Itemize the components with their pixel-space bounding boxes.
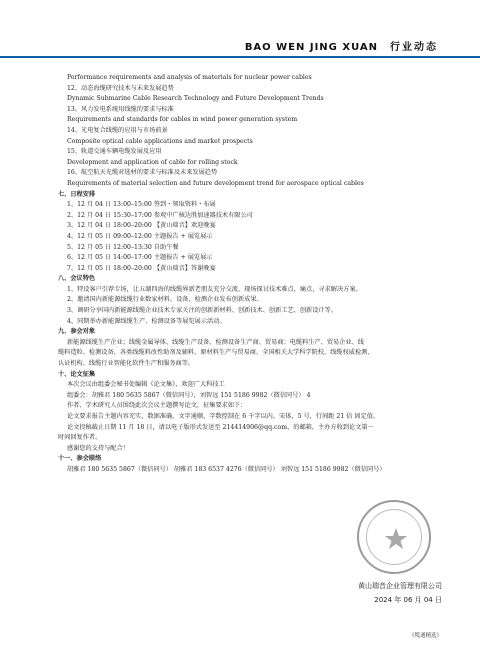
text-line: 4、12 月 05 日 09:00–12:00 主题报告 + 展览展示: [67, 232, 213, 240]
text-line: 1、特设客户引荐专场，让五湖四海的线缆界新老朋友充分交流，现场探讨技术难点、痛点，寻求解决方案。: [67, 285, 362, 293]
text-line: 15、轨道交通车辆电缆发展及应用: [67, 148, 162, 156]
section-heading: 十一、参会联络: [58, 455, 102, 463]
section-title: 行业动态: [390, 42, 438, 53]
text-line: 论文投稿截止日期 11 月 18 日，请以电子版形式发送至 214414906@qq.com，的邮箱，主办方收到论文第一: [67, 423, 374, 431]
text-line: 1、12 月 04 日 13:00–15:00 签到・领取资料・布展: [67, 201, 216, 209]
text-line: 组委会：胡雅君 180 5635 5867（微信同号），刘智远 151 5186 9982（微信同号） 4: [67, 391, 311, 399]
text-line: Development and application of cable for rolling stock: [67, 158, 238, 166]
text-line: 作者、学术研究人员围绕此次会议主题撰写论文，征集要求如下：: [67, 402, 247, 410]
header-rule: [0, 56, 480, 58]
text-line: 认证机构、线缆行业智能化软件生产和服务商等。: [58, 360, 195, 368]
text-line: 感谢您的支持与配合！: [67, 444, 129, 452]
text-line: Requirements of material selection and future development trend for aerospace optical cables: [67, 179, 364, 187]
text-line: Performance requirements and analysis of materials for nuclear power cables: [67, 74, 312, 81]
text-line: 6、12 月 05 日 14:00–17:00 主题报告 + 展览展示: [67, 254, 213, 262]
brand-title: BAO WEN JING XUAN: [244, 42, 378, 53]
section-heading: 七、日程安排: [58, 190, 96, 198]
section-heading: 九、参会对象: [58, 328, 96, 336]
text-line: 12、动态海缆研究技术与未来发展趋势: [67, 84, 174, 92]
text-line: 4、同期举办新能源线缆生产、检测设备等展览展示活动。: [67, 317, 226, 325]
text-line: 3、调研分享国内新能源线缆企业技术专家关注的创新新材料、创新技术、创新工艺、创新设计等。: [67, 307, 337, 315]
text-line: Dynamic Submarine Cable Research Technology and Future Development Trends: [67, 95, 324, 103]
text-line: 胡雅君 180 5635 5867（微信同号） 胡雅君 183 6537 4276（微信同号） 刘智远 151 5186 9982（微信同号）: [67, 465, 386, 473]
text-line: 新能源线缆生产企业；线缆金属导体、线缆生产设备、检测设备生产商、贸易商；电缆料生产、贸易企业、线: [67, 338, 364, 346]
text-line: Composite optical cable applications and market prospects: [67, 137, 253, 145]
document-body: [58, 73, 443, 476]
corner-mark: 《缆通精选》: [408, 633, 442, 639]
footer-organization: 黄山瑞音企业管理有限公司: [358, 582, 442, 590]
text-line: 缆料造粒、检测设备、各类线缆料改性助剂及辅料、原材料生产与贸易商、全国相关大学科学院校、线缆权威检测、: [58, 349, 374, 357]
text-line: Requirements and standards for cables in wind power generation system: [67, 116, 298, 124]
footer-date: 2024 年 06 月 04 日: [374, 596, 442, 604]
text-line: 7、12 月 05 日 18:00–20:00 【黄山瑞音】答谢晚宴: [67, 264, 216, 272]
text-line: 2、邀请国内新能源线缆行业数家材料、设备、检测企业发布创新成果。: [67, 296, 263, 304]
page-header: [245, 38, 438, 53]
text-line: 5、12 月 05 日 12:00–13:30 自助午餐: [67, 243, 179, 251]
section-heading: 十、论文征集: [58, 370, 96, 378]
text-line: 14、光电复合线缆的应用与市场前景: [67, 126, 168, 134]
text-line: 2、12 月 04 日 15:30–17:00 参观中广核达胜加速器技术有限公司: [67, 211, 253, 219]
section-heading: 八、会议特色: [58, 275, 96, 283]
text-line: 3、12 月 04 日 18:00–20:00 【黄山瑞音】欢迎晚宴: [67, 222, 216, 230]
text-line: 13、风力发电系统用线缆的要求与标准: [67, 105, 174, 113]
company-seal: [357, 500, 431, 574]
text-line: 论文要求报告主题内容充实，数据准确，文字通顺，字数控制在 6 千字以内，宋体，5 号，行间距 21 倍 固定值。: [67, 413, 380, 420]
text-line: 时间回复作者。: [58, 434, 102, 442]
text-line: 本次会议由组委会秘书处编辑《论文集》，欢迎广大科技工: [67, 381, 225, 389]
text-line: 16、航空航天光缆对选材的要求与标准及未来发展趋势: [67, 169, 218, 177]
